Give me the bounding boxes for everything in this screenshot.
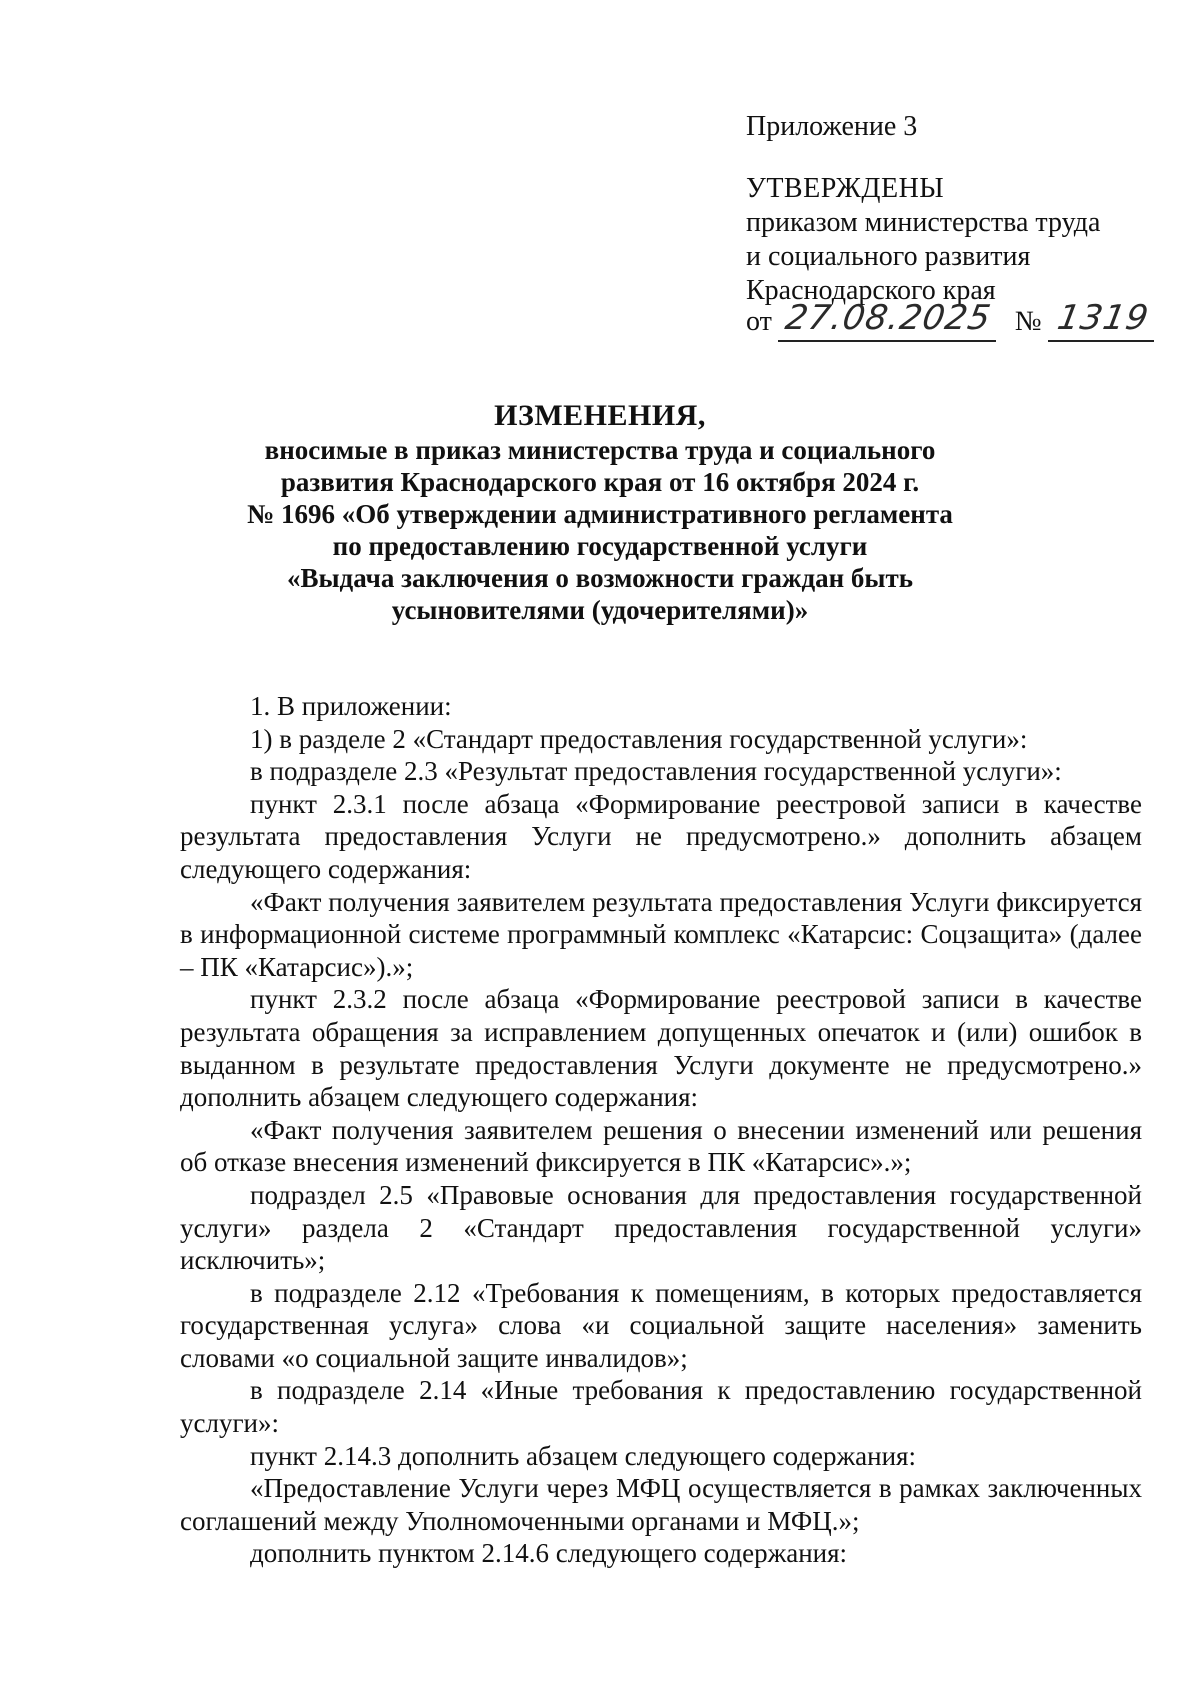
title-line: по предоставлению государственной услуги	[332, 531, 868, 561]
approval-block	[746, 172, 1100, 308]
title-heading: ИЗМЕНЕНИЯ,	[494, 399, 706, 432]
approved-line: Краснодарского края	[746, 275, 996, 306]
body-paragraph: в подразделе 2.3 «Результат предоставления государственной услуги»:	[250, 756, 1062, 787]
handwritten-date: 27.08.2025	[782, 298, 995, 338]
approved-line: приказом министерства труда	[746, 207, 1101, 238]
title-line: усыновителями (удочерителями)»	[391, 595, 809, 625]
order-date-line	[746, 298, 1154, 342]
number-sign: №	[1014, 306, 1042, 337]
date-field	[778, 298, 996, 342]
body-paragraph: дополнить пунктом 2.14.6 следующего содержания:	[250, 1538, 848, 1569]
body-paragraph: 1. В приложении:	[250, 691, 452, 721]
approved-heading: УТВЕРЖДЕНЫ	[746, 173, 945, 204]
title-line: «Выдача заключения о возможности граждан быть	[286, 563, 914, 593]
body-paragraph: в подразделе 2.14 «Иные требования к предоставлению государственной услуги»:	[180, 1375, 1142, 1439]
document-title	[160, 398, 1040, 626]
number-field	[1048, 298, 1154, 342]
body-paragraph: пункт 2.3.1 после абзаца «Формирование реестровой записи в качестве результата предоставления Услуги не предусмотрено.» дополнить абзацем следующего содержания:	[180, 788, 1142, 884]
title-line: вносимые в приказ министерства труда и социального	[264, 435, 936, 465]
date-prefix: от	[746, 306, 772, 337]
handwritten-number: 1319	[1054, 298, 1152, 338]
body-paragraph: пункт 2.3.2 после абзаца «Формирование реестровой записи в качестве результата обращения за исправлением допущенных опечаток и (или) ошибок в выданном в результате предоставления Услуги документе не предусмотрено.» дополнить абзацем следующего содержания:	[180, 984, 1142, 1113]
body-paragraph: 1) в разделе 2 «Стандарт предоставления государственной услуги»:	[250, 723, 1028, 754]
title-line: развития Краснодарского края от 16 октября 2024 г.	[280, 467, 920, 497]
document-body	[180, 690, 1142, 1570]
body-paragraph: «Факт получения заявителем результата предоставления Услуги фиксируется в информационной системе программный комплекс «Катарсис: Соцзащита» (далее – ПК «Катарсис»).»;	[180, 886, 1142, 982]
approved-line: и социального развития	[746, 241, 1031, 272]
title-line: № 1696 «Об утверждении административного регламента	[247, 499, 953, 529]
body-paragraph: «Предоставление Услуги через МФЦ осуществляется в рамках заключенных соглашений между Уполномоченными органами и МФЦ.»;	[180, 1473, 1142, 1536]
body-paragraph: «Факт получения заявителем решения о внесении изменений или решения об отказе внесения изменений фиксируется в ПК «Катарсис».»;	[180, 1114, 1142, 1178]
body-paragraph: пункт 2.14.3 дополнить абзацем следующего содержания:	[250, 1440, 916, 1471]
body-paragraph: в подразделе 2.12 «Требования к помещениям, в которых предоставляется государственная услуга» слова «и социальной защите населения» заменить словами «о социальной защите инвалидов»;	[180, 1277, 1142, 1373]
appendix-label: Приложение 3	[746, 111, 918, 142]
body-paragraph: подраздел 2.5 «Правовые основания для предоставления государственной услуги» раздела 2 «Стандарт предоставления государственной услуги» исключить»;	[180, 1179, 1142, 1276]
